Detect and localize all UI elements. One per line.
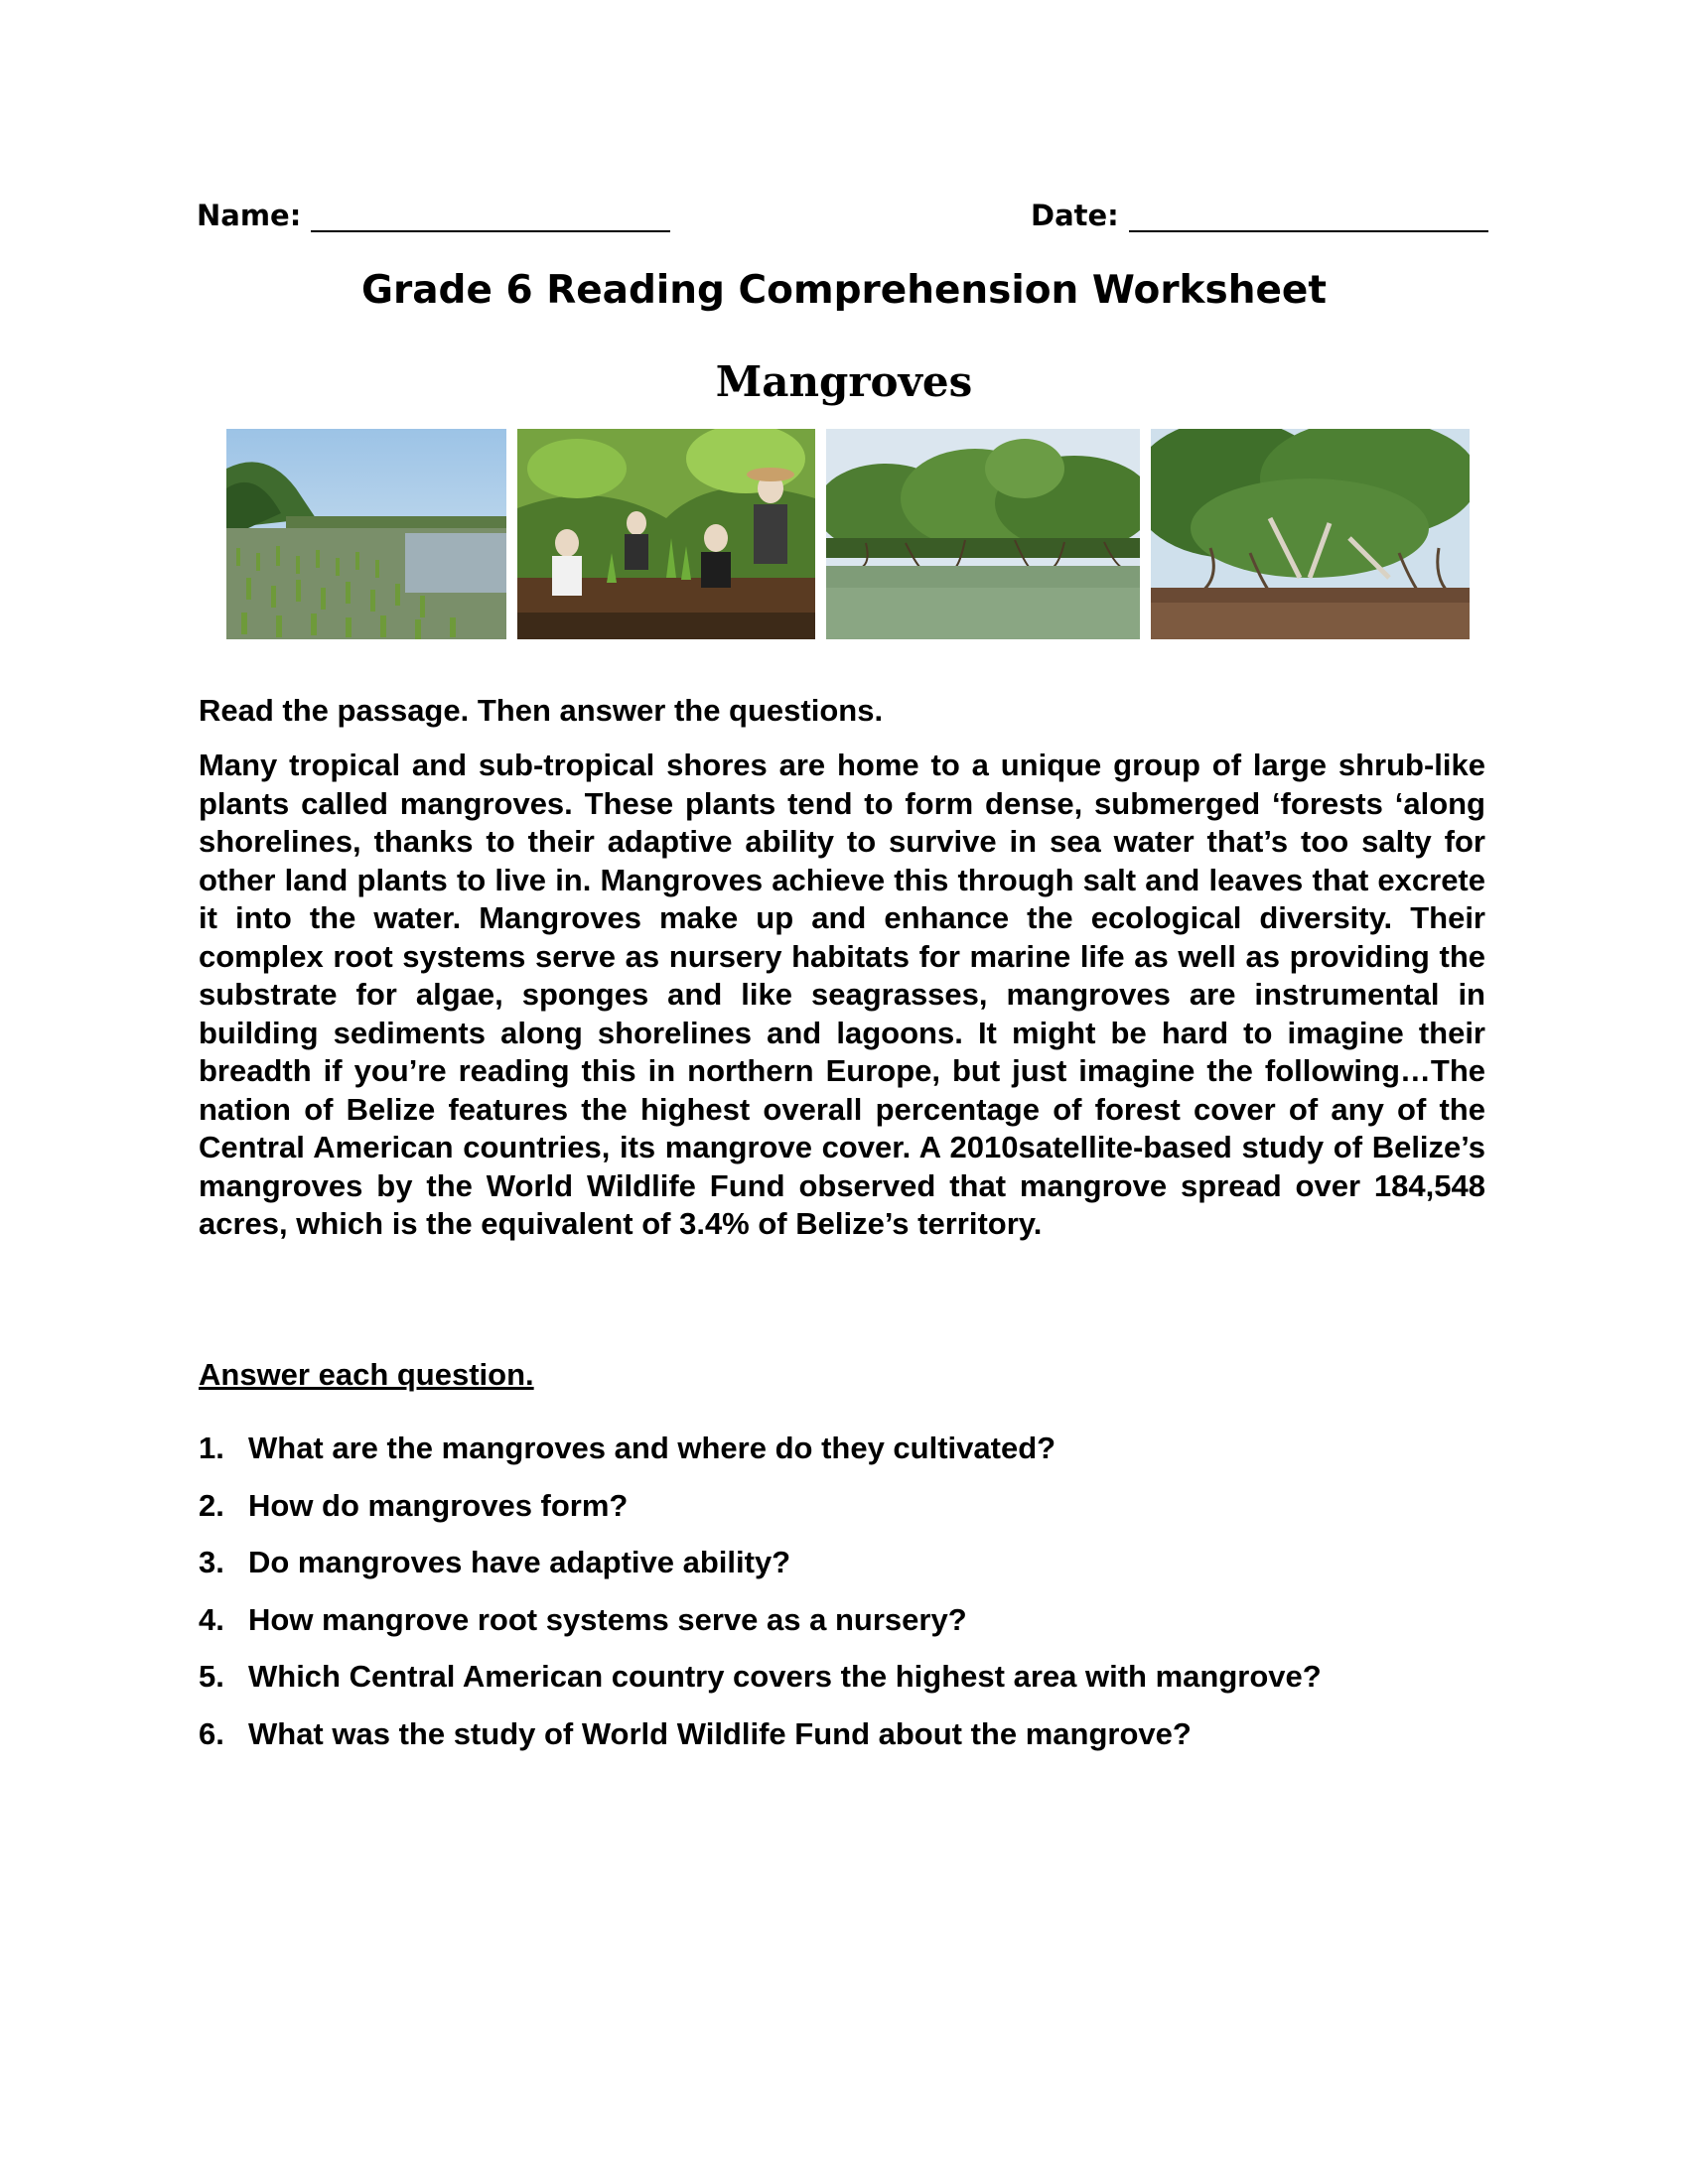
date-blank-line[interactable] bbox=[1129, 201, 1488, 232]
question-number: 6. bbox=[199, 1715, 224, 1751]
question-item bbox=[199, 1602, 1489, 1660]
answer-heading: Answer each question. bbox=[199, 1357, 534, 1392]
question-text: How do mangroves form? bbox=[248, 1487, 629, 1523]
question-item bbox=[199, 1716, 1489, 1774]
date-field[interactable] bbox=[1031, 199, 1488, 232]
name-blank-line[interactable] bbox=[311, 201, 670, 232]
name-label: Name: bbox=[197, 199, 302, 232]
mangrove-trees-water-photo bbox=[826, 429, 1140, 639]
question-number: 3. bbox=[199, 1545, 224, 1579]
question-item bbox=[199, 1545, 1489, 1602]
date-label: Date: bbox=[1031, 199, 1119, 232]
passage-title: Mangroves bbox=[715, 357, 973, 406]
question-list bbox=[199, 1431, 1489, 1773]
question-text: How mangrove root systems serve as a nursery? bbox=[248, 1601, 967, 1637]
instructions: Read the passage. Then answer the questions. bbox=[199, 693, 884, 728]
mangrove-seedlings-photo bbox=[226, 429, 506, 639]
question-number: 2. bbox=[199, 1487, 224, 1523]
question-item bbox=[199, 1659, 1489, 1716]
people-planting-photo bbox=[517, 429, 815, 639]
question-text: Which Central American country covers the highest area with mangrove? bbox=[248, 1659, 1322, 1694]
reading-passage: Many tropical and sub-tropical shores are home to a unique group of large shrub-like plants called mangroves. These plants tend to form dense, submerged ‘forests ‘along shorelines, thanks to their adaptive ability to survive in sea water that’s too salty for other land plants to live in. Mangroves achieve this through salt and leaves that excrete it into the water. Mangroves make up and enhance the ecological diversity. Their complex root systems serve as nursery habitats for marine life as well as providing the substrate for algae, sponges and like seagrasses, mangroves are instrumental in building sediments along shorelines and lagoons. It might be hard to imagine their breadth if you’re reading this in northern Europe, but just imagine the following…The nation of Belize features the highest overall percentage of forest cover of any of the Central American countries, its mangrove cover. A 2010satellite-based study of Belize’s mangroves by the World Wildlife Fund observed that mangrove spread over 184,548 acres, which is the equivalent of 3.4% of Belize’s territory. bbox=[199, 748, 1485, 1241]
question-item bbox=[199, 1488, 1489, 1546]
question-text: What are the mangroves and where do they cultivated? bbox=[248, 1431, 1056, 1465]
question-text: What was the study of World Wildlife Fund about the mangrove? bbox=[248, 1715, 1192, 1751]
question-item bbox=[199, 1431, 1489, 1488]
question-number: 1. bbox=[199, 1431, 224, 1465]
name-field[interactable] bbox=[197, 199, 670, 232]
question-number: 5. bbox=[199, 1659, 224, 1694]
question-text: Do mangroves have adaptive ability? bbox=[248, 1545, 791, 1579]
worksheet-title: Grade 6 Reading Comprehension Worksheet bbox=[360, 268, 1328, 313]
mangrove-roots-photo bbox=[1151, 429, 1470, 639]
question-number: 4. bbox=[199, 1601, 224, 1637]
name-date-row bbox=[197, 199, 1477, 244]
